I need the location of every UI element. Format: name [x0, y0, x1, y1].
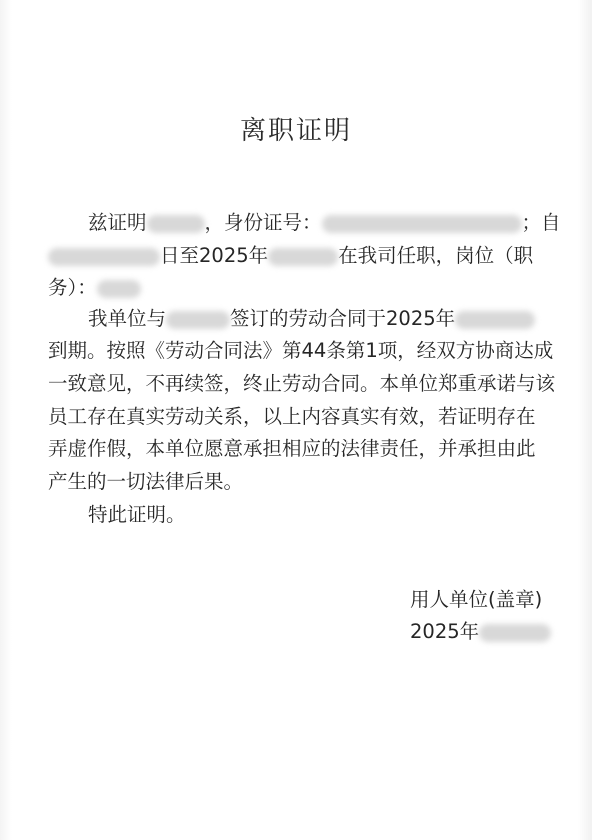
- body-line-2: [48, 240, 533, 268]
- document-title: 离职证明: [239, 116, 352, 146]
- redacted-employee: [166, 311, 230, 329]
- body-line-1: [88, 207, 561, 235]
- body-line-6: 一致意见，不再续签，终止劳动合同。本单位郑重承诺与该: [48, 372, 556, 395]
- body-line-3: [48, 272, 141, 300]
- body-line-9: 产生的一切法律后果。: [48, 470, 244, 493]
- employer-seal-label: 用人单位(盖章): [410, 588, 543, 611]
- body-line-8: 弄虚作假，本单位愿意承担相应的法律责任，并承担由此: [48, 437, 536, 460]
- redacted-contract-date: [455, 311, 535, 329]
- redacted-end-date: [268, 248, 338, 266]
- text-employment: 在我司任职，岗位（职: [338, 244, 534, 267]
- text-from: ；自: [521, 211, 561, 234]
- body-line-7: 员工存在真实劳动关系，以上内容真实有效，若证明存在: [48, 405, 536, 428]
- redacted-id-number: [322, 215, 522, 233]
- signature-date: [410, 616, 551, 644]
- redacted-name: [147, 215, 205, 233]
- text-position: 务）：: [48, 276, 97, 299]
- body-line-4: [88, 303, 535, 331]
- date-year: 2025年: [410, 620, 480, 643]
- text-certify: 兹证明: [88, 211, 147, 234]
- redacted-signature-date: [479, 624, 551, 642]
- text-until: 日至2025年: [160, 244, 269, 267]
- redacted-start-date: [48, 248, 160, 266]
- body-line-5: 到期。按照《劳动合同法》第44条第1项，经双方协商达成: [48, 339, 554, 362]
- text-contract-a: 我单位与: [88, 307, 167, 330]
- text-contract-b: 签订的劳动合同于2025年: [230, 307, 456, 330]
- text-id-label: ，身份证号：: [204, 211, 322, 234]
- redacted-position: [97, 280, 141, 298]
- body-line-10: 特此证明。: [88, 503, 186, 526]
